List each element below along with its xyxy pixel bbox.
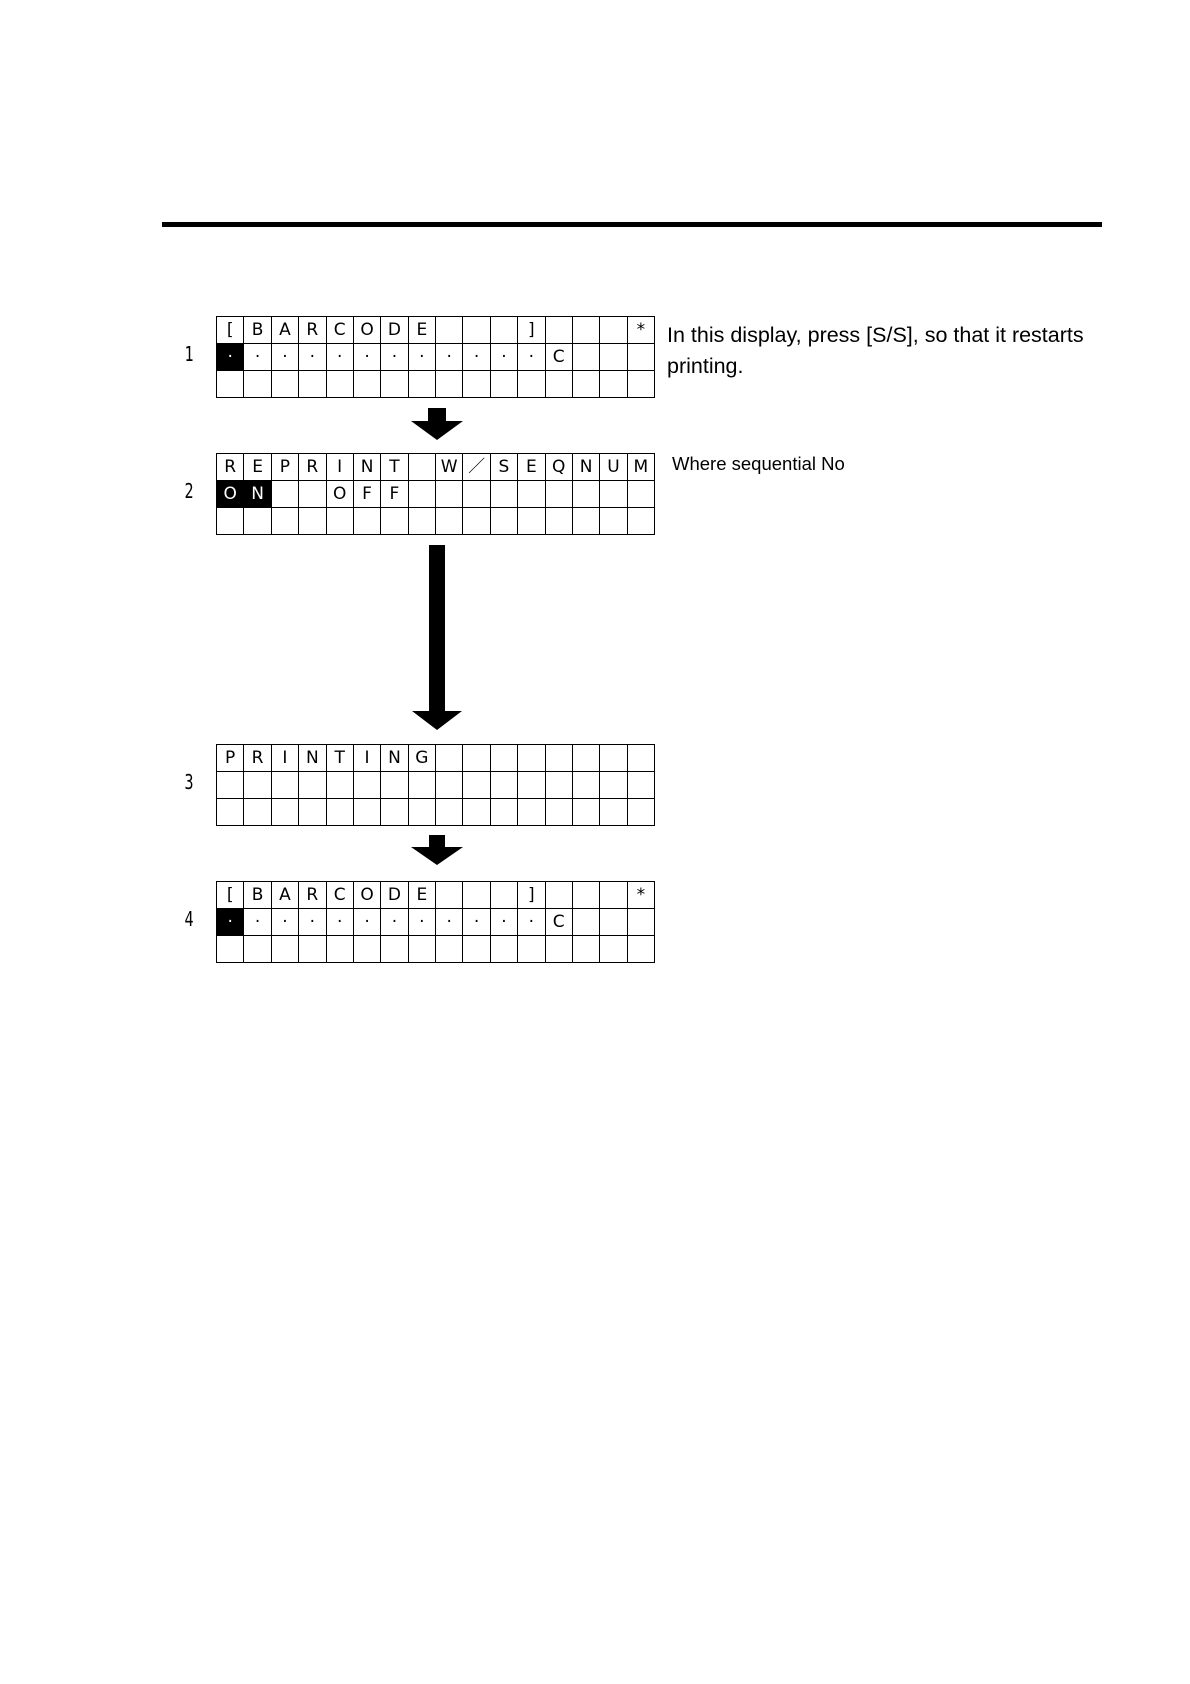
lcd-cell	[573, 317, 600, 344]
lcd-cell	[518, 936, 545, 963]
lcd-cell: E	[518, 454, 545, 481]
lcd-cell	[600, 936, 627, 963]
lcd-cell: N	[244, 481, 271, 508]
lcd-cell: G	[409, 745, 436, 772]
lcd-cell	[217, 371, 244, 398]
lcd-cell: ·	[354, 344, 381, 371]
lcd-cell: R	[299, 882, 326, 909]
lcd-cell	[546, 772, 573, 799]
lcd-cell: C	[546, 344, 573, 371]
lcd-cell	[409, 481, 436, 508]
lcd-cell: E	[409, 317, 436, 344]
lcd-cell: N	[299, 745, 326, 772]
lcd-cell	[463, 508, 490, 535]
lcd-cell: [	[217, 317, 244, 344]
lcd-grid	[216, 453, 655, 535]
lcd-cell	[436, 772, 463, 799]
lcd-cell	[244, 936, 271, 963]
down-arrow-icon	[411, 835, 463, 865]
lcd-cell	[463, 371, 490, 398]
lcd-cell	[628, 799, 655, 826]
step-1-note: In this display, press [S/S], so that it restarts printing.	[667, 323, 1084, 378]
lcd-cell	[381, 936, 408, 963]
lcd-cell	[573, 344, 600, 371]
lcd-display-step-2	[216, 453, 654, 534]
lcd-cell	[600, 481, 627, 508]
lcd-cell: *	[628, 882, 655, 909]
lcd-cell	[491, 317, 518, 344]
lcd-cell	[354, 936, 381, 963]
lcd-grid	[216, 881, 655, 963]
lcd-cell: I	[272, 745, 299, 772]
lcd-cell: D	[381, 317, 408, 344]
lcd-cell: ·	[299, 344, 326, 371]
lcd-cell: O	[354, 317, 381, 344]
lcd-cell	[272, 481, 299, 508]
lcd-cell: B	[244, 317, 271, 344]
lcd-cell: O	[354, 882, 381, 909]
lcd-cell	[600, 882, 627, 909]
step-2-note: Where sequential No	[672, 453, 845, 474]
lcd-cell: ·	[327, 909, 354, 936]
lcd-cell	[491, 371, 518, 398]
lcd-cell	[436, 799, 463, 826]
lcd-cell: ·	[409, 344, 436, 371]
lcd-cell: ／	[463, 454, 490, 481]
lcd-cell: I	[327, 454, 354, 481]
lcd-cell	[409, 936, 436, 963]
lcd-cell: ·	[217, 909, 244, 936]
lcd-cell: M	[628, 454, 655, 481]
lcd-cell	[628, 371, 655, 398]
lcd-cell: T	[381, 454, 408, 481]
lcd-cell: I	[354, 745, 381, 772]
lcd-cell	[436, 936, 463, 963]
lcd-cell: ·	[272, 909, 299, 936]
lcd-cell	[573, 936, 600, 963]
lcd-cell	[573, 909, 600, 936]
lcd-cell: ·	[491, 344, 518, 371]
lcd-cell	[463, 745, 490, 772]
lcd-cell	[491, 936, 518, 963]
lcd-cell	[436, 371, 463, 398]
lcd-cell	[217, 772, 244, 799]
lcd-cell	[354, 508, 381, 535]
lcd-cell	[381, 371, 408, 398]
header-rule	[162, 222, 1102, 227]
lcd-cell	[463, 882, 490, 909]
lcd-cell	[600, 371, 627, 398]
lcd-cell	[409, 371, 436, 398]
lcd-cell: O	[327, 481, 354, 508]
lcd-cell	[299, 371, 326, 398]
lcd-cell	[546, 936, 573, 963]
lcd-cell	[217, 799, 244, 826]
lcd-cell	[518, 371, 545, 398]
down-arrow-icon	[411, 408, 463, 440]
lcd-cell	[491, 508, 518, 535]
lcd-cell: P	[272, 454, 299, 481]
lcd-cell	[327, 371, 354, 398]
lcd-cell: ·	[518, 909, 545, 936]
lcd-cell	[463, 936, 490, 963]
lcd-cell	[518, 745, 545, 772]
lcd-cell: ·	[518, 344, 545, 371]
lcd-cell	[518, 508, 545, 535]
lcd-cell	[327, 772, 354, 799]
lcd-cell	[573, 371, 600, 398]
lcd-cell	[327, 799, 354, 826]
step-number: 1	[184, 342, 194, 366]
lcd-cell: A	[272, 317, 299, 344]
lcd-cell	[381, 799, 408, 826]
lcd-cell: ·	[354, 909, 381, 936]
lcd-cell	[381, 772, 408, 799]
lcd-cell	[546, 481, 573, 508]
lcd-cell: U	[600, 454, 627, 481]
lcd-cell	[628, 745, 655, 772]
lcd-cell	[573, 745, 600, 772]
lcd-cell: ·	[244, 909, 271, 936]
lcd-cell: ·	[491, 909, 518, 936]
lcd-cell: ·	[409, 909, 436, 936]
lcd-cell: ·	[381, 344, 408, 371]
step-number: 2	[184, 479, 194, 503]
lcd-cell	[463, 317, 490, 344]
lcd-cell	[272, 936, 299, 963]
lcd-cell: ·	[327, 344, 354, 371]
lcd-cell: N	[354, 454, 381, 481]
lcd-cell	[463, 481, 490, 508]
lcd-cell	[409, 508, 436, 535]
lcd-cell	[244, 772, 271, 799]
lcd-cell	[272, 799, 299, 826]
lcd-cell: *	[628, 317, 655, 344]
lcd-cell	[546, 371, 573, 398]
lcd-cell: ·	[299, 909, 326, 936]
lcd-cell	[327, 508, 354, 535]
lcd-cell: ·	[244, 344, 271, 371]
lcd-cell	[436, 481, 463, 508]
lcd-cell	[244, 508, 271, 535]
long-down-arrow-icon	[412, 545, 462, 730]
lcd-cell: C	[327, 317, 354, 344]
lcd-cell	[546, 745, 573, 772]
lcd-cell	[436, 317, 463, 344]
lcd-cell	[463, 772, 490, 799]
lcd-cell	[463, 799, 490, 826]
lcd-cell: F	[354, 481, 381, 508]
lcd-cell: ·	[463, 344, 490, 371]
lcd-grid	[216, 316, 655, 398]
lcd-cell: N	[381, 745, 408, 772]
lcd-display-step-1	[216, 316, 654, 397]
lcd-cell	[491, 481, 518, 508]
lcd-cell: ·	[272, 344, 299, 371]
lcd-cell	[354, 799, 381, 826]
lcd-cell	[436, 745, 463, 772]
lcd-cell	[518, 772, 545, 799]
lcd-cell: O	[217, 481, 244, 508]
lcd-cell: D	[381, 882, 408, 909]
lcd-cell	[491, 772, 518, 799]
lcd-cell: Q	[546, 454, 573, 481]
lcd-cell: S	[491, 454, 518, 481]
lcd-cell: T	[327, 745, 354, 772]
lcd-cell: A	[272, 882, 299, 909]
lcd-cell	[491, 745, 518, 772]
lcd-cell	[628, 508, 655, 535]
lcd-cell	[354, 772, 381, 799]
lcd-cell	[600, 772, 627, 799]
lcd-cell	[600, 344, 627, 371]
lcd-cell	[628, 909, 655, 936]
lcd-cell	[573, 481, 600, 508]
lcd-cell	[409, 799, 436, 826]
lcd-cell	[217, 936, 244, 963]
lcd-cell: E	[409, 882, 436, 909]
lcd-grid	[216, 744, 655, 826]
lcd-cell	[244, 799, 271, 826]
lcd-cell	[381, 508, 408, 535]
lcd-cell	[600, 508, 627, 535]
lcd-cell: ]	[518, 317, 545, 344]
lcd-cell	[299, 481, 326, 508]
lcd-cell	[573, 799, 600, 826]
lcd-cell	[573, 882, 600, 909]
lcd-cell: R	[217, 454, 244, 481]
lcd-cell	[409, 454, 436, 481]
lcd-cell	[436, 508, 463, 535]
lcd-cell: W	[436, 454, 463, 481]
lcd-cell	[244, 371, 271, 398]
lcd-cell	[327, 936, 354, 963]
lcd-cell	[436, 882, 463, 909]
lcd-cell	[546, 508, 573, 535]
step-number: 4	[184, 907, 194, 931]
lcd-cell: [	[217, 882, 244, 909]
lcd-cell	[354, 371, 381, 398]
lcd-cell: R	[244, 745, 271, 772]
lcd-cell: R	[299, 317, 326, 344]
lcd-cell	[573, 508, 600, 535]
lcd-cell: B	[244, 882, 271, 909]
lcd-cell: R	[299, 454, 326, 481]
lcd-display-step-3	[216, 744, 654, 825]
lcd-cell	[272, 508, 299, 535]
lcd-cell	[409, 772, 436, 799]
lcd-cell	[518, 481, 545, 508]
lcd-cell	[628, 936, 655, 963]
lcd-cell	[600, 745, 627, 772]
lcd-cell	[491, 882, 518, 909]
lcd-cell	[518, 799, 545, 826]
lcd-cell: ·	[436, 344, 463, 371]
lcd-cell	[600, 317, 627, 344]
lcd-cell: ·	[463, 909, 490, 936]
lcd-cell	[299, 936, 326, 963]
lcd-cell: C	[546, 909, 573, 936]
lcd-cell: P	[217, 745, 244, 772]
step-number: 3	[184, 770, 194, 794]
lcd-cell	[299, 772, 326, 799]
lcd-cell: C	[327, 882, 354, 909]
lcd-cell: ]	[518, 882, 545, 909]
lcd-cell: ·	[381, 909, 408, 936]
lcd-cell	[546, 882, 573, 909]
lcd-cell	[600, 799, 627, 826]
lcd-cell: ·	[436, 909, 463, 936]
lcd-cell	[272, 772, 299, 799]
lcd-cell	[272, 371, 299, 398]
lcd-cell: F	[381, 481, 408, 508]
lcd-cell	[546, 799, 573, 826]
lcd-cell	[628, 481, 655, 508]
lcd-cell	[628, 772, 655, 799]
lcd-cell	[299, 508, 326, 535]
lcd-cell: N	[573, 454, 600, 481]
lcd-cell: E	[244, 454, 271, 481]
lcd-cell	[299, 799, 326, 826]
lcd-cell	[600, 909, 627, 936]
lcd-cell	[491, 799, 518, 826]
lcd-cell	[546, 317, 573, 344]
lcd-cell: ·	[217, 344, 244, 371]
lcd-cell	[573, 772, 600, 799]
lcd-display-step-4	[216, 881, 654, 962]
lcd-cell	[628, 344, 655, 371]
lcd-cell	[217, 508, 244, 535]
